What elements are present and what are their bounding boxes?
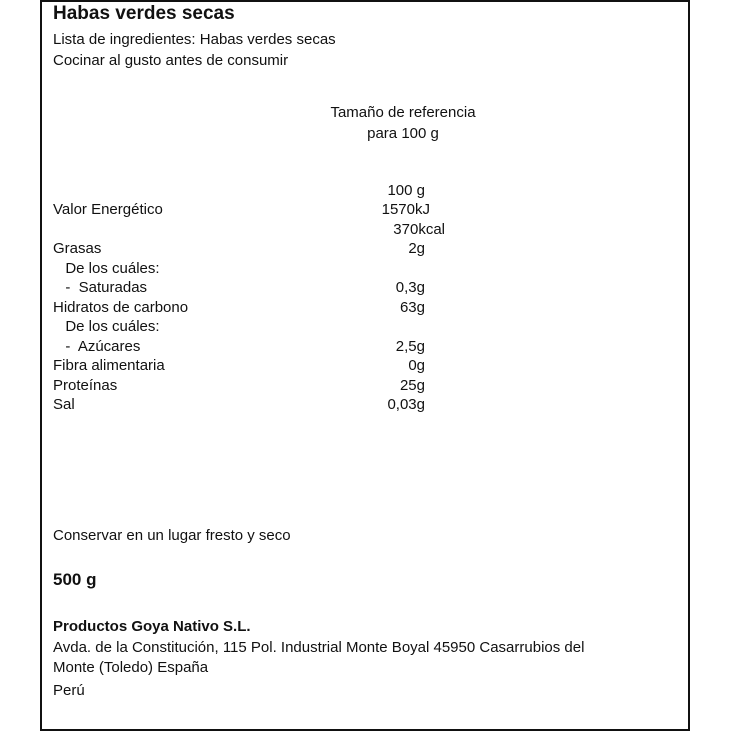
nutrition-value-carbs: 63g	[399, 299, 425, 316]
nutrition-value-energy-kcal: 370kcal	[393, 221, 445, 238]
nutrition-label-carbs: Hidratos de carbono	[53, 299, 189, 316]
nutrition-value-salt: 0,03g	[387, 396, 425, 413]
ingredients-text: Lista de ingredientes: Habas verdes secas	[53, 31, 336, 48]
nutrition-label-salt: Sal	[53, 396, 75, 413]
nutrition-value-protein: 25g	[399, 377, 425, 394]
nutrition-value-sugars: 2,5g	[395, 338, 425, 355]
company-country: Perú	[53, 682, 85, 699]
nutrition-label-saturated: - Saturadas	[57, 279, 148, 296]
nutrition-value-saturated: 0,3g	[395, 279, 425, 296]
nutrition-value-fat: 2g	[408, 240, 425, 257]
nutrition-label-fiber: Fibra alimentaria	[53, 357, 165, 374]
nutrition-label-sugars: - Azúcares	[57, 338, 141, 355]
nutrition-label-fat: Grasas	[53, 240, 102, 257]
nutrition-value-energy-kj: 1570kJ	[381, 201, 430, 218]
nutrition-label-protein: Proteínas	[53, 377, 118, 394]
product-title: Habas verdes secas	[53, 3, 235, 24]
nutrition-label-of-which-carbs: De los cuáles:	[57, 318, 160, 335]
storage-text: Conservar en un lugar fresto y seco	[53, 527, 291, 544]
nutrition-value-fiber: 0g	[408, 357, 425, 374]
nutrition-header-line2: para 100 g	[367, 125, 439, 142]
nutrition-label-energy: Valor Energético	[53, 201, 163, 218]
nutrition-column-unit: 100 g	[387, 182, 425, 199]
company-address-line2: Monte (Toledo) España	[53, 659, 209, 676]
cooking-instructions: Cocinar al gusto antes de consumir	[53, 52, 289, 69]
company-address-line1: Avda. de la Constitución, 115 Pol. Industrial Monte Boyal 45950 Casarrubios del	[53, 639, 585, 656]
nutrition-label-of-which-fat: De los cuáles:	[57, 260, 160, 277]
nutrition-header-line1: Tamaño de referencia	[330, 104, 476, 121]
net-weight: 500 g	[53, 570, 97, 589]
company-name: Productos Goya Nativo S.L.	[53, 618, 251, 635]
